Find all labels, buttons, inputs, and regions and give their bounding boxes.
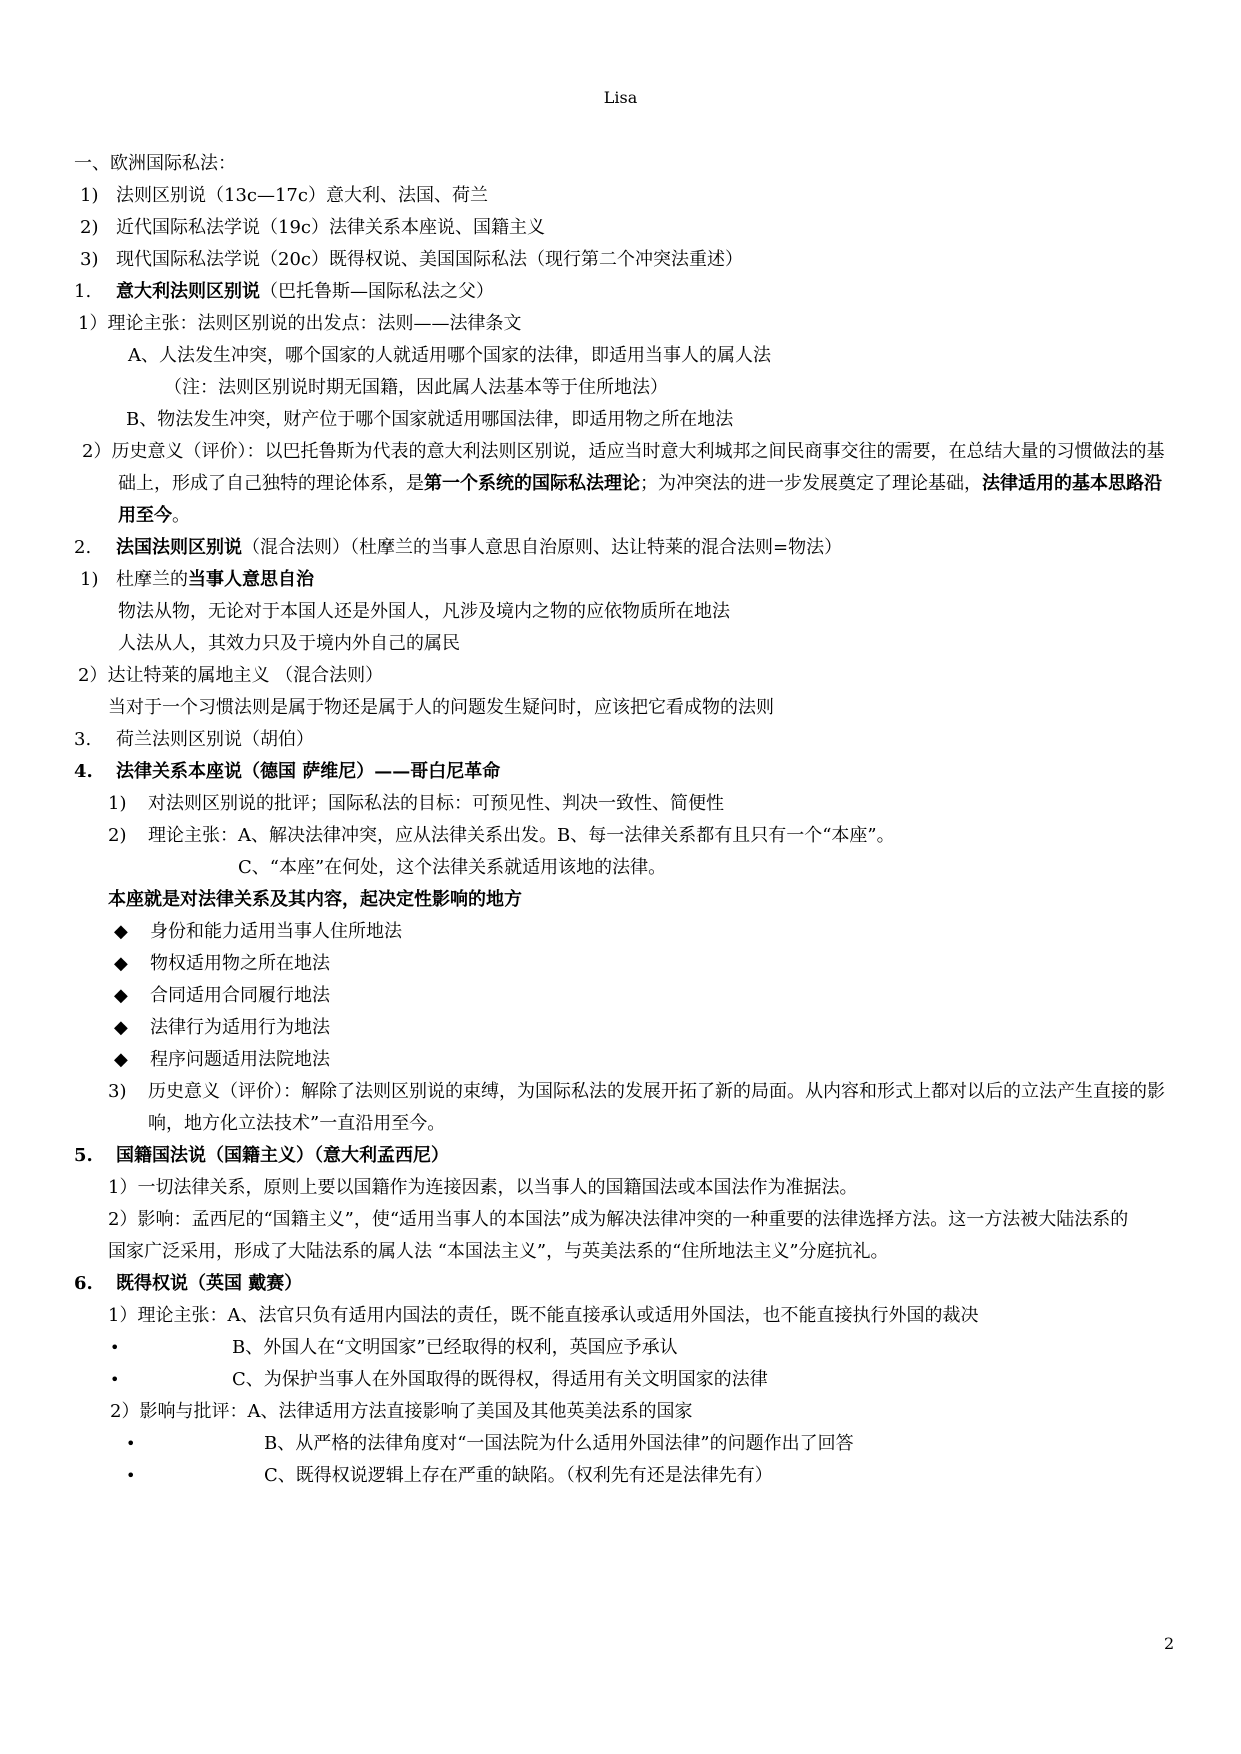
- paragraph: C、“本座”在何处，这个法律关系就适用该地的法律。: [238, 857, 667, 878]
- section-heading-europe: 一、欧洲国际私法：: [74, 153, 236, 174]
- bullet-item: [74, 948, 1184, 980]
- list-item: [74, 1076, 1178, 1140]
- section-title-note: （混合法则）（杜摩兰的当事人意思自治原则、达让特莱的混合法则=物法）: [242, 537, 843, 558]
- bullet-item: [74, 1332, 1184, 1364]
- list-marker: 3): [80, 249, 99, 270]
- emphasis-text: 法律适用的基本思路沿用至今: [118, 473, 1162, 526]
- section-heading-4: [74, 756, 1184, 788]
- bullet-item: [74, 1428, 1184, 1460]
- bullet-text: C、为保护当事人在外国取得的既得权，得适用有关文明国家的法律: [232, 1369, 768, 1390]
- paragraph: 2）影响：孟西尼的“国籍主义”，使“适用当事人的本国法”成为解决法律冲突的一种重要的法律选择方法。这一方法被大陆法系的国家广泛采用，形成了大陆法系的属人法 “本国法主义”，与英美法系的“住所地法主义”分庭抗礼。: [108, 1209, 1129, 1262]
- bullet-item: [74, 1012, 1184, 1044]
- list-item: [74, 244, 1184, 276]
- paragraph: 当对于一个习惯法则是属于物还是属于人的问题发生疑问时，应该把它看成物的法则: [108, 697, 774, 718]
- paragraph: 物法从物，无论对于本国人还是外国人，凡涉及境内之物的应依物质所在地法: [118, 601, 730, 622]
- section-marker: 5.: [74, 1145, 93, 1166]
- section-title: 法律关系本座说（德国 萨维尼）——哥白尼革命: [116, 761, 501, 782]
- paragraph: 1）理论主张：法则区别说的出发点：法则——法律条文: [78, 313, 522, 334]
- bullet-item: [74, 916, 1184, 948]
- bullet-item: [74, 1460, 1184, 1492]
- section-heading-6: [74, 1268, 1184, 1300]
- bullet-text: B、外国人在“文明国家”已经取得的权利，英国应予承认: [232, 1337, 678, 1358]
- section-title: 既得权说（英国 戴赛）: [116, 1273, 303, 1294]
- bullet-text: 法律行为适用行为地法: [150, 1017, 330, 1038]
- diamond-bullet-icon: ◆: [114, 1049, 128, 1070]
- bullet-dot-icon: •: [110, 1338, 120, 1357]
- diamond-bullet-icon: ◆: [114, 1017, 128, 1038]
- emphasis-text: 第一个系统的国际私法理论: [424, 473, 640, 494]
- section-heading-5: [74, 1140, 1184, 1172]
- section-marker: 1.: [74, 281, 92, 302]
- list-item: [74, 820, 1184, 852]
- list-item-text: 理论主张：A、解决法律冲突，应从法律关系出发。B、每一法律关系都有且只有一个“本座”。: [148, 825, 895, 846]
- emphasis-text: 当事人意思自治: [188, 569, 314, 590]
- paragraph: 2）影响与批评：A、法律适用方法直接影响了美国及其他英美法系的国家: [110, 1401, 693, 1422]
- list-marker: 2): [80, 217, 99, 238]
- list-marker: 1): [108, 793, 127, 814]
- paragraph-text: 。: [172, 505, 190, 526]
- list-item-text: 法则区别说（13c—17c）意大利、法国、荷兰: [116, 185, 488, 206]
- section-title: 意大利法则区别说: [116, 281, 260, 302]
- diamond-bullet-icon: ◆: [114, 953, 128, 974]
- document-body: [74, 148, 1184, 1492]
- bullet-text: 程序问题适用法院地法: [150, 1049, 330, 1070]
- bullet-text: 物权适用物之所在地法: [150, 953, 330, 974]
- bullet-dot-icon: •: [110, 1370, 120, 1389]
- bullet-text: C、既得权说逻辑上存在严重的缺陷。（权利先有还是法律先有）: [264, 1465, 773, 1486]
- section-title: 法国法则区别说: [116, 537, 242, 558]
- bullet-item: [74, 980, 1184, 1012]
- page-number: 2: [1164, 1634, 1175, 1653]
- paragraph: 人法从人，其效力只及于境内外自己的属民: [118, 633, 460, 654]
- paragraph: 2）达让特莱的属地主义 （混合法则）: [78, 665, 384, 686]
- bullet-text: B、从严格的法律角度对“一国法院为什么适用外国法律”的问题作出了回答: [264, 1433, 854, 1454]
- section-marker: 4.: [74, 761, 93, 782]
- diamond-bullet-icon: ◆: [114, 985, 128, 1006]
- section-title: 国籍国法说（国籍主义）（意大利孟西尼）: [116, 1145, 449, 1166]
- diamond-bullet-icon: ◆: [114, 921, 128, 942]
- section-title: 荷兰法则区别说（胡伯）: [116, 729, 314, 750]
- list-marker: 2): [108, 825, 127, 846]
- list-marker: 1): [80, 185, 99, 206]
- section-marker: 2.: [74, 537, 92, 558]
- list-marker: 1): [80, 569, 99, 590]
- list-item-text: 杜摩兰的: [116, 569, 188, 590]
- section-heading-1: [74, 276, 1184, 308]
- list-item-text: 近代国际私法学说（19c）法律关系本座说、国籍主义: [116, 217, 545, 238]
- paragraph-marker: 2）: [82, 441, 112, 462]
- bullet-text: 身份和能力适用当事人住所地法: [150, 921, 402, 942]
- paragraph-text: ；为冲突法的进一步发展奠定了理论基础，: [640, 473, 982, 494]
- list-item: [74, 788, 1184, 820]
- list-item-text: 对法则区别说的批评；国际私法的目标：可预见性、判决一致性、简便性: [148, 793, 724, 814]
- bullet-item: [74, 1364, 1184, 1396]
- bullet-text: 合同适用合同履行地法: [150, 985, 330, 1006]
- list-item-text: 现代国际私法学说（20c）既得权说、美国国际私法（现行第二个冲突法重述）: [116, 249, 743, 270]
- list-item: [74, 180, 1184, 212]
- list-item: [74, 564, 1184, 596]
- list-marker: 3): [108, 1081, 127, 1102]
- paragraph-history: [74, 436, 1178, 532]
- section-marker: 6.: [74, 1273, 93, 1294]
- paragraph-note: （注：法则区别说时期无国籍，因此属人法基本等于住所地法）: [164, 377, 668, 398]
- bullet-dot-icon: •: [126, 1434, 136, 1453]
- list-item-text: 历史意义（评价）：解除了法则区别说的束缚，为国际私法的发展开拓了新的局面。从内容和形式上都对以后的立法产生直接的影响，地方化立法技术”一直沿用至今。: [148, 1081, 1165, 1134]
- section-heading-3: [74, 724, 1184, 756]
- section-heading-2: [74, 532, 1184, 564]
- paragraph: A、人法发生冲突，哪个国家的人就适用哪个国家的法律，即适用当事人的属人法: [128, 345, 771, 366]
- section-marker: 3.: [74, 729, 92, 750]
- paragraph: 1）一切法律关系，原则上要以国籍作为连接因素，以当事人的国籍国法或本国法作为准据法。: [108, 1177, 858, 1198]
- paragraph-text: 历史意义（评价）：以巴托鲁斯为代表的意大利法则区别说，适应当时意大利城邦之间民商事交往的需要，在总结大量的习惯做法的基础上，形成了自己独特的理论体系，是: [111, 441, 1165, 494]
- section-title-note: （巴托鲁斯—国际私法之父）: [260, 281, 494, 302]
- bullet-dot-icon: •: [126, 1466, 136, 1485]
- page-header: Lisa: [603, 88, 638, 107]
- bullet-item: [74, 1044, 1184, 1076]
- paragraph: B、物法发生冲突，财产位于哪个国家就适用哪国法律，即适用物之所在地法: [126, 409, 734, 430]
- emphasis-line: 本座就是对法律关系及其内容，起决定性影响的地方: [108, 889, 522, 910]
- paragraph: 1）理论主张：A、法官只负有适用内国法的责任，既不能直接承认或适用外国法，也不能直接执行外国的裁决: [108, 1305, 979, 1326]
- list-item: [74, 212, 1184, 244]
